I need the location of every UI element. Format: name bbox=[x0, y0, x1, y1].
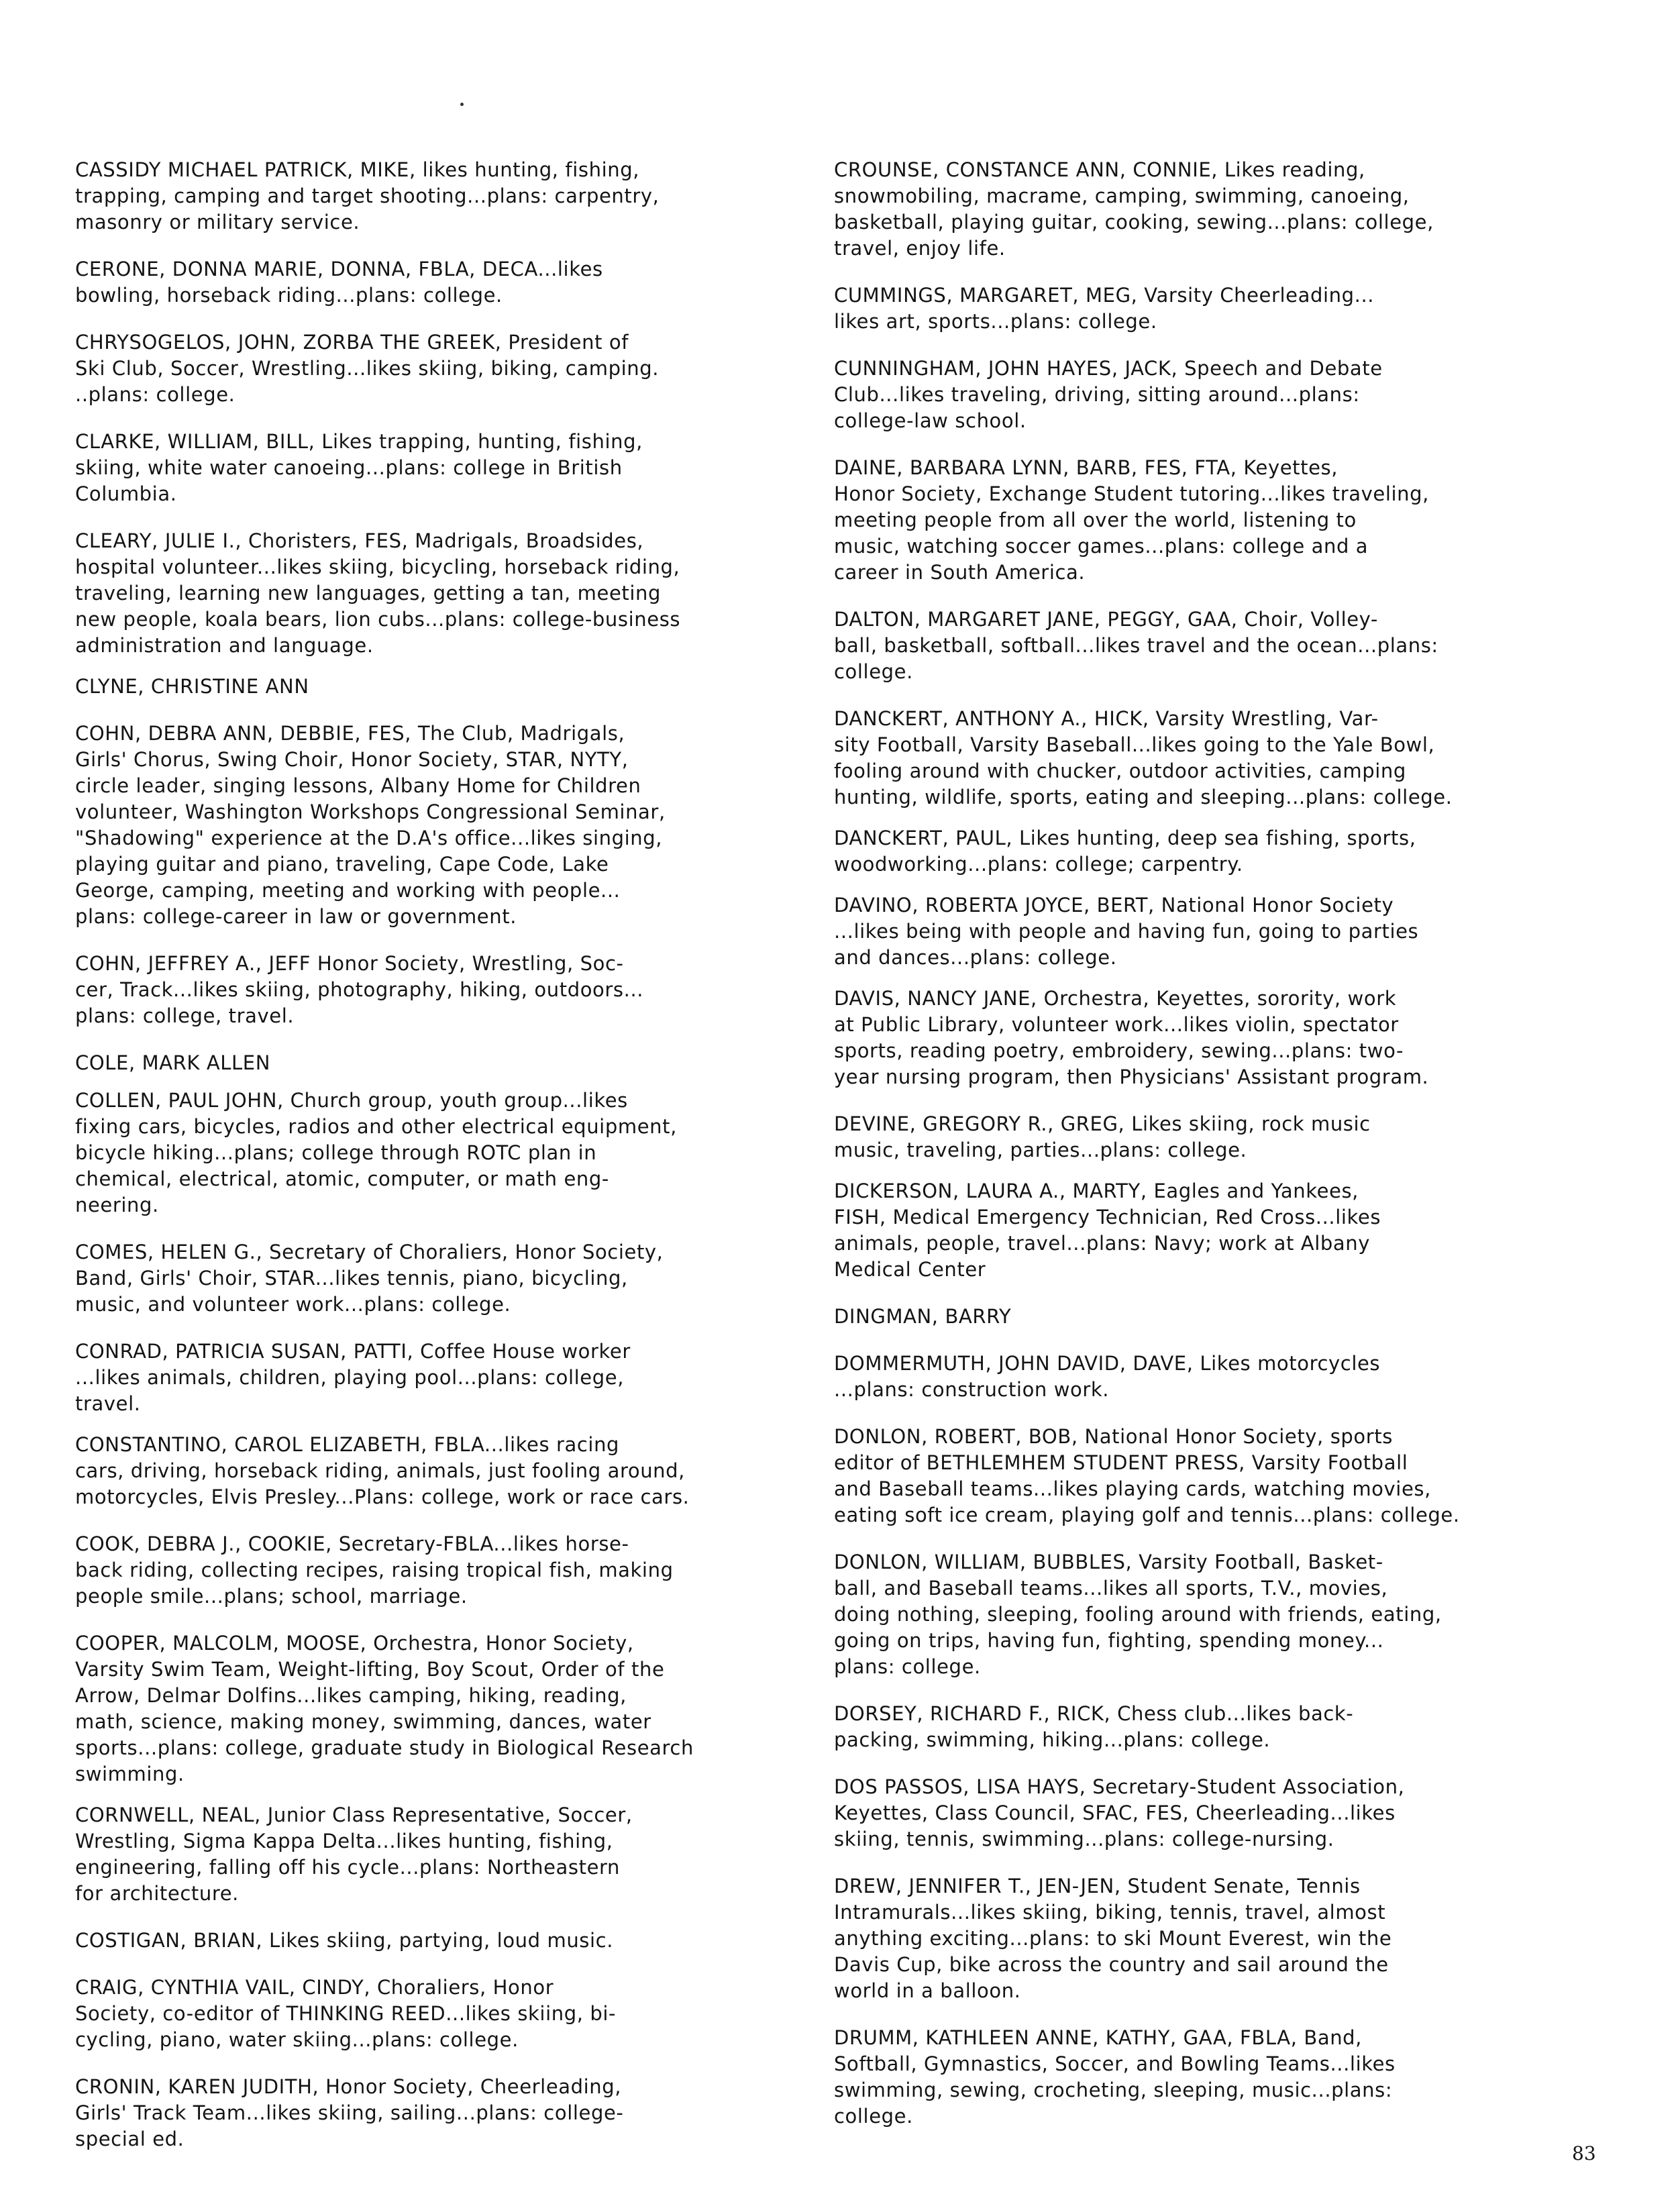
senior-entry: COHN, DEBRA ANN, DEBBIE, FES, The Club, Madrigals, Girls' Chorus, Swing Choir, Honor Society, STAR, NYTY, circle leader, singing lessons, Albany Home for Children volunteer, Washington Workshops Congressional Seminar, "Shadowing" experience at the D.A's office...likes singing, playing guitar and piano, traveling, Cape Code, Lake George, camping, meeting and working with people... plans: college-career in law or government. bbox=[75, 722, 666, 928]
stray-mark bbox=[460, 103, 464, 106]
senior-entry: CHRYSOGELOS, JOHN, ZORBA THE GREEK, President of Ski Club, Soccer, Wrestling...likes skiing, biking, camping. ..plans: college. bbox=[75, 331, 660, 406]
senior-entry: CUNNINGHAM, JOHN HAYES, JACK, Speech and Debate Club...likes traveling, driving, sitting around...plans: college-law school. bbox=[834, 357, 1383, 432]
senior-entry: COSTIGAN, BRIAN, Likes skiing, partying, loud music. bbox=[75, 1929, 614, 1952]
senior-entry: DICKERSON, LAURA A., MARTY, Eagles and Yankees, FISH, Medical Emergency Technician, Red Cross...likes animals, people, travel...plans: Navy; work at Albany Medical Center bbox=[834, 1180, 1381, 1281]
senior-entry: CONRAD, PATRICIA SUSAN, PATTI, Coffee House worker ...likes animals, children, playing pool...plans: college, travel. bbox=[75, 1340, 631, 1415]
senior-entry: COLE, MARK ALLEN bbox=[75, 1051, 271, 1074]
senior-entry: DRUMM, KATHLEEN ANNE, KATHY, GAA, FBLA, Band, Softball, Gymnastics, Soccer, and Bowling Teams...likes swimming, sewing, crocheting, sleeping, music...plans: college. bbox=[834, 2026, 1396, 2128]
senior-entry: COHN, JEFFREY A., JEFF Honor Society, Wrestling, Soc- cer, Track...likes skiing, photography, hiking, outdoors... plans: college, travel. bbox=[75, 952, 644, 1027]
right-column bbox=[834, 157, 1572, 2130]
senior-entry: CERONE, DONNA MARIE, DONNA, FBLA, DECA...likes bowling, horseback riding...plans: college. bbox=[75, 258, 603, 307]
senior-entry: CUMMINGS, MARGARET, MEG, Varsity Cheerleading... likes art, sports...plans: college. bbox=[834, 284, 1375, 333]
senior-entry: CLYNE, CHRISTINE ANN bbox=[75, 675, 309, 698]
senior-entry: COMES, HELEN G., Secretary of Choraliers, Honor Society, Band, Girls' Choir, STAR...likes tennis, piano, bicycling, music, and volunteer work...plans: college. bbox=[75, 1241, 664, 1316]
senior-entry: COOPER, MALCOLM, MOOSE, Orchestra, Honor Society, Varsity Swim Team, Weight-lifting, Boy Scout, Order of the Arrow, Delmar Dolfins...likes camping, hiking, reading, math, science, making money, swimming, dances, water sports...plans: college, graduate study in Biological Research swimming. bbox=[75, 1632, 694, 1785]
senior-entry: CROUNSE, CONSTANCE ANN, CONNIE, Likes reading, snowmobiling, macrame, camping, swimming, canoeing, basketball, playing guitar, cooking, sewing...plans: college, travel, enjoy life. bbox=[834, 158, 1434, 260]
senior-entry: CASSIDY MICHAEL PATRICK, MIKE, likes hunting, fishing, trapping, camping and target shooting...plans: carpentry, masonry or military service. bbox=[75, 158, 660, 233]
senior-entry: DOS PASSOS, LISA HAYS, Secretary-Student Association, Keyettes, Class Council, SFAC, FES, Cheerleading...likes skiing, tennis, swimming...plans: college-nursing. bbox=[834, 1775, 1405, 1850]
senior-entry: DREW, JENNIFER T., JEN-JEN, Student Senate, Tennis Intramurals...likes skiing, biking, tennis, travel, almost anything exciting...plans: to ski Mount Everest, win the Davis Cup, bike across the country and sail around the world in a balloon. bbox=[834, 1875, 1392, 2002]
senior-entry: DORSEY, RICHARD F., RICK, Chess club...likes back- packing, swimming, hiking...plans: college. bbox=[834, 1702, 1354, 1751]
left-column bbox=[75, 157, 816, 2152]
senior-entry: DAVINO, ROBERTA JOYCE, BERT, National Honor Society ...likes being with people and having fun, going to parties and dances...plans: college. bbox=[834, 894, 1419, 969]
senior-entry: CLEARY, JULIE I., Choristers, FES, Madrigals, Broadsides, hospital volunteer...likes skiing, bicycling, horseback riding, traveling, learning new languages, getting a tan, meeting new people, koala bears, lion cubs...plans: college-business administration and language. bbox=[75, 529, 681, 657]
senior-entry: DANCKERT, ANTHONY A., HICK, Varsity Wrestling, Var- sity Football, Varsity Baseball...likes going to the Yale Bowl, fooling around with chucker, outdoor activities, camping hunting, wildlife, sports, eating and sleeping...plans: college. bbox=[834, 707, 1453, 808]
senior-entry: DANCKERT, PAUL, Likes hunting, deep sea fishing, sports, woodworking...plans: college; carpentry. bbox=[834, 827, 1416, 876]
senior-entry: COOK, DEBRA J., COOKIE, Secretary-FBLA...likes horse- back riding, collecting recipes, raising tropical fish, making people smile...plans; school, marriage. bbox=[75, 1532, 674, 1608]
senior-entry: CRAIG, CYNTHIA VAIL, CINDY, Choraliers, Honor Society, co-editor of THINKING REED...likes skiing, bi- cycling, piano, water skiing...plans: college. bbox=[75, 1976, 617, 2051]
senior-entry: DALTON, MARGARET JANE, PEGGY, GAA, Choir, Volley- ball, basketball, softball...likes travel and the ocean...plans: college. bbox=[834, 608, 1438, 683]
senior-entry: DOMMERMUTH, JOHN DAVID, DAVE, Likes motorcycles ...plans: construction work. bbox=[834, 1352, 1381, 1401]
senior-entry: CRONIN, KAREN JUDITH, Honor Society, Cheerleading, Girls' Track Team...likes skiing, sailing...plans: college- special ed. bbox=[75, 2075, 624, 2150]
senior-entry: DONLON, ROBERT, BOB, National Honor Society, sports editor of BETHLEMHEM STUDENT PRESS, Varsity Football and Baseball teams...likes playing cards, watching movies, eating soft ice cream, playing golf and tennis...plans: college. bbox=[834, 1425, 1460, 1526]
page-number: 83 bbox=[1572, 2142, 1596, 2164]
senior-entry: CORNWELL, NEAL, Junior Class Representative, Soccer, Wrestling, Sigma Kappa Delta...likes hunting, fishing, engineering, falling off his cycle...plans: Northeastern for architecture. bbox=[75, 1804, 633, 1905]
senior-entry: COLLEN, PAUL JOHN, Church group, youth group...likes fixing cars, bicycles, radios and other electrical equipment, bicycle hiking...plans; college through ROTC plan in chemical, electrical, atomic, computer, or math eng- neering. bbox=[75, 1089, 677, 1216]
senior-entry: DONLON, WILLIAM, BUBBLES, Varsity Football, Basket- ball, and Baseball teams...likes all sports, T.V., movies, doing nothing, sleeping, fooling around with friends, eating, going on trips, having fun, fighting, spending money... plans: college. bbox=[834, 1551, 1442, 1678]
senior-entry: DINGMAN, BARRY bbox=[834, 1305, 1012, 1328]
senior-entry: DEVINE, GREGORY R., GREG, Likes skiing, rock music music, traveling, parties...plans: college. bbox=[834, 1112, 1371, 1161]
senior-entry: CONSTANTINO, CAROL ELIZABETH, FBLA...likes racing cars, driving, horseback riding, animals, just fooling around, motorcycles, Elvis Presley...Plans: college, work or race cars. bbox=[75, 1433, 690, 1508]
senior-entry: DAVIS, NANCY JANE, Orchestra, Keyettes, sorority, work at Public Library, volunteer work...likes violin, spectator sports, reading poetry, embroidery, sewing...plans: two- year nursing program, then Physicians' Assistant program. bbox=[834, 987, 1429, 1088]
senior-entry: CLARKE, WILLIAM, BILL, Likes trapping, hunting, fishing, skiing, white water canoeing...plans: college in British Columbia. bbox=[75, 430, 643, 505]
senior-entry: DAINE, BARBARA LYNN, BARB, FES, FTA, Keyettes, Honor Society, Exchange Student tutoring...likes traveling, meeting people from all over the world, listening to music, watching soccer games...plans: college and a career in South America. bbox=[834, 456, 1429, 584]
